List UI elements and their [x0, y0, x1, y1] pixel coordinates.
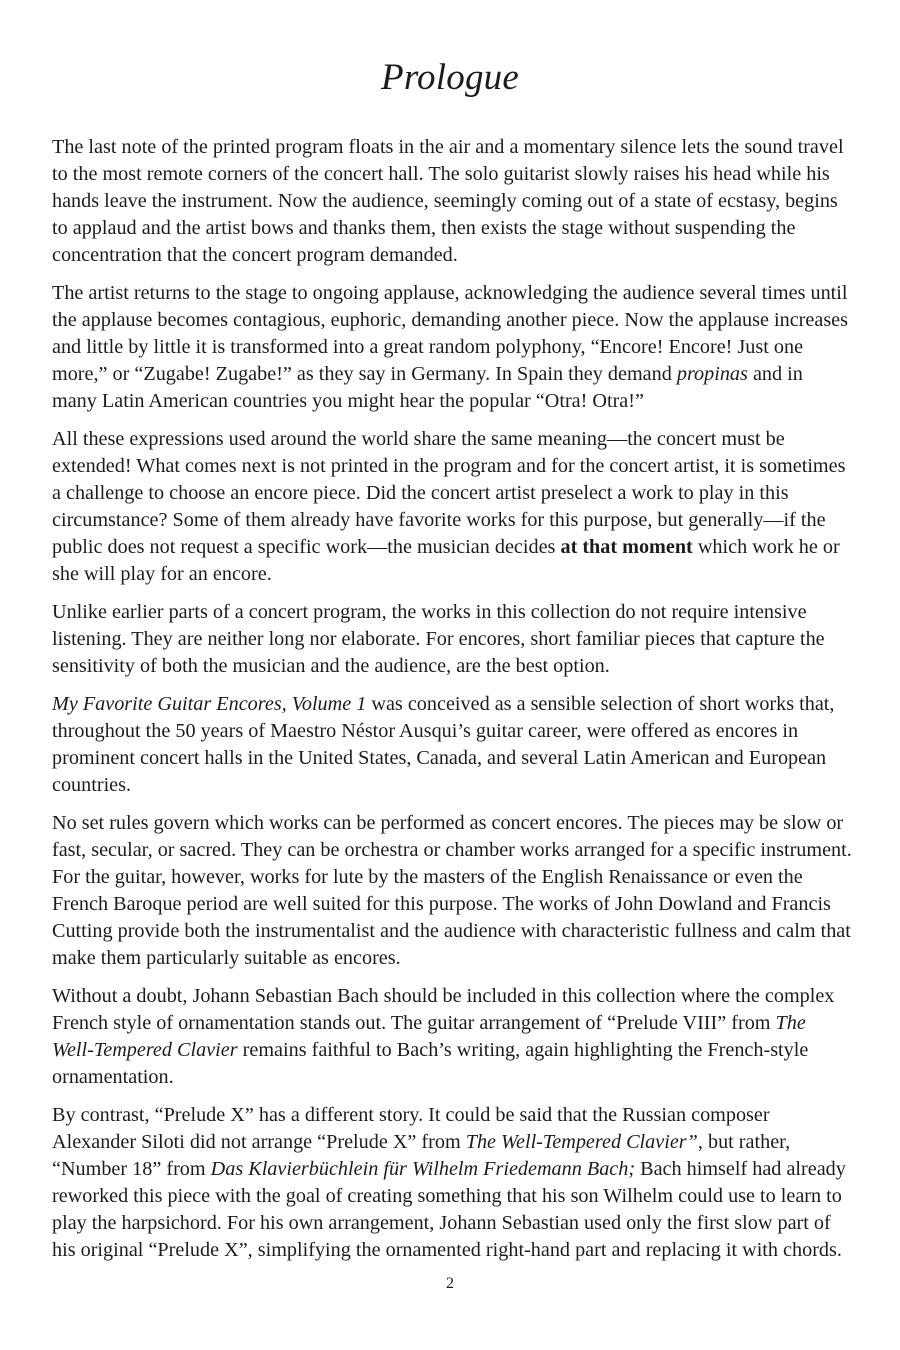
paragraph-1 [52, 134, 852, 269]
text-run: Without a doubt, Johann Sebastian Bach should be included in this collection where the complex French style of ornamentation stands out. The guitar arrangement of “Prelude VIII” from [52, 985, 835, 1034]
text-run-italic: propinas [676, 363, 748, 385]
text-run-bold: at that moment [560, 536, 693, 558]
work-title: The Well-Tempered Clavier [52, 1012, 806, 1061]
paragraph-6 [52, 810, 852, 972]
text-run: remains faithful to Bach’s writing, again highlighting the French-style ornamentation. [52, 1039, 809, 1088]
body-text [52, 134, 852, 1275]
text-run: No set rules govern which works can be performed as concert encores. The pieces may be slow or fast, secular, or sacred. They can be orchestra or chamber works arranged for a specific instrument. For the guitar, however, works for lute by the masters of the English Renaissance or even the French Baroque period are well suited for this purpose. The works of John Dowland and Francis Cutting provide both the instrumentalist and the audience with characteristic fullness and calm that make them particularly suitable as encores. [52, 812, 852, 969]
page-title: Prologue [381, 57, 519, 98]
text-run: which work he or she will play for an encore. [52, 536, 840, 585]
paragraph-8 [52, 1102, 852, 1264]
text-run: All these expressions used around the world share the same meaning—the concert must be extended! What comes next is not printed in the program and for the concert artist, it is sometimes a challenge to choose an encore piece. Did the concert artist preselect a work to play in this circumstance? Some of them already have favorite works for this purpose, but generally—if the public does not request a specific work—the musician decides [52, 428, 846, 558]
work-title: The Well-Tempered Clavier” [465, 1131, 698, 1153]
paragraph-2 [52, 280, 852, 415]
text-run: was conceived as a sensible selection of short works that, throughout the 50 years of Maestro Néstor Ausqui’s guitar career, were offered as encores in prominent concert halls in the United States, Canada, and several Latin American and European countries. [52, 693, 835, 796]
text-run: The last note of the printed program floats in the air and a momentary silence lets the sound travel to the most remote corners of the concert hall. The solo guitarist slowly raises his head while his hands leave the instrument. Now the audience, seemingly coming out of a state of ecstasy, begins to applaud and the artist bows and thanks them, then exists the stage without suspending the concentration that the concert program demanded. [52, 136, 844, 266]
paragraph-5 [52, 691, 852, 799]
text-run: , but rather, “Number 18” from [52, 1131, 791, 1180]
page-number: 2 [446, 1275, 454, 1292]
paragraph-7 [52, 983, 852, 1091]
text-run: By contrast, “Prelude X” has a different story. It could be said that the Russian composer Alexander Siloti did not arrange “Prelude X” from [52, 1104, 770, 1153]
paragraph-3 [52, 426, 852, 588]
paragraph-4 [52, 599, 852, 680]
text-run: and in many Latin American countries you might hear the popular “Otra! Otra!” [52, 363, 803, 412]
book-title: My Favorite Guitar Encores, Volume 1 [52, 693, 367, 715]
text-run: Unlike earlier parts of a concert program, the works in this collection do not require intensive listening. They are neither long nor elaborate. For encores, short familiar pieces that capture the sensitivity of both the musician and the audience, are the best option. [52, 601, 825, 677]
work-title: Das Klavierbüchlein für Wilhelm Friedemann Bach; [210, 1158, 636, 1180]
text-run: Bach himself had already reworked this piece with the goal of creating something that his son Wilhelm could use to learn to play the harpsichord. For his own arrangement, Johann Sebastian used only the first slow part of his original “Prelude X”, simplifying the ornamented right-hand part and replacing it with chords. [52, 1158, 846, 1261]
text-run: The artist returns to the stage to ongoing applause, acknowledging the audience several times until the applause becomes contagious, euphoric, demanding another piece. Now the applause increases and little by little it is transformed into a great random polyphony, “Encore! Encore! Just one more,” or “Zugabe! Zugabe!” as they say in Germany. In Spain they demand [52, 282, 848, 385]
